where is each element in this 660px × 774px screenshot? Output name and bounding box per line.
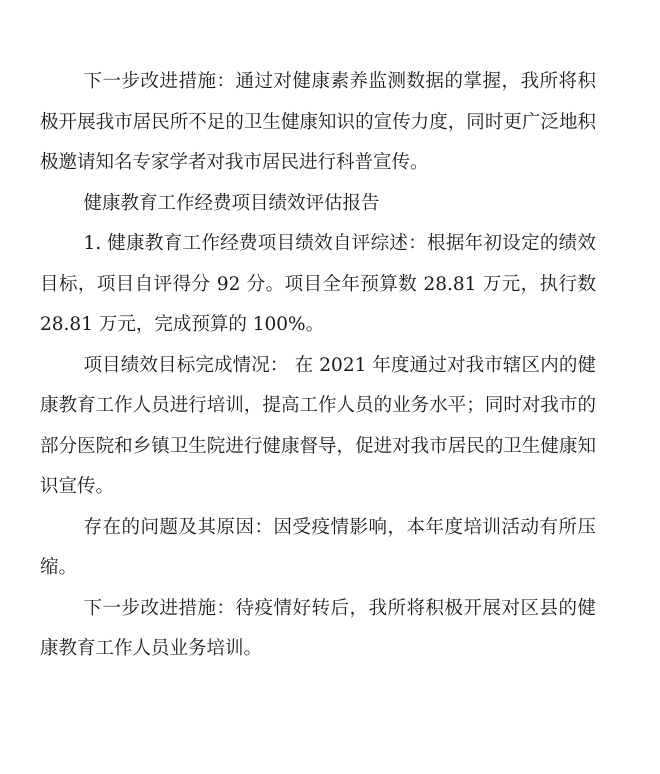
paragraph-next-steps-training: 下一步改进措施：待疫情好转后，我所将积极开展对区县的健康教育工作人员业务培训。: [40, 597, 596, 659]
section-heading-report-title: 健康教育工作经费项目绩效评估报告: [83, 192, 380, 214]
paragraph-goal-completion: 项目绩效目标完成情况： 在 2021 年度通过对我市辖区内的健康教育工作人员进行培训，提高工作人员的业务水平；同时对我市的部分医院和乡镇卫生院进行健康督导，促进对我市居民的卫生健康知识宣传。: [40, 354, 596, 497]
paragraph-problems-and-causes: 存在的问题及其原因：因受疫情影响，本年度培训活动有所压缩。: [40, 516, 596, 578]
paragraph-self-evaluation-summary: 1. 健康教育工作经费项目绩效自评综述：根据年初设定的绩效目标，项目自评得分 92 分。项目全年预算数 28.81 万元，执行数 28.81 万元，完成预算的 100%。: [40, 233, 596, 335]
paragraph-next-steps-publicity: 下一步改进措施：通过对健康素养监测数据的掌握，我所将积极开展我市居民所不足的卫生健康知识的宣传力度，同时更广泛地积极邀请知名专家学者对我市居民进行科普宣传。: [40, 71, 596, 173]
document-body: [40, 62, 596, 670]
